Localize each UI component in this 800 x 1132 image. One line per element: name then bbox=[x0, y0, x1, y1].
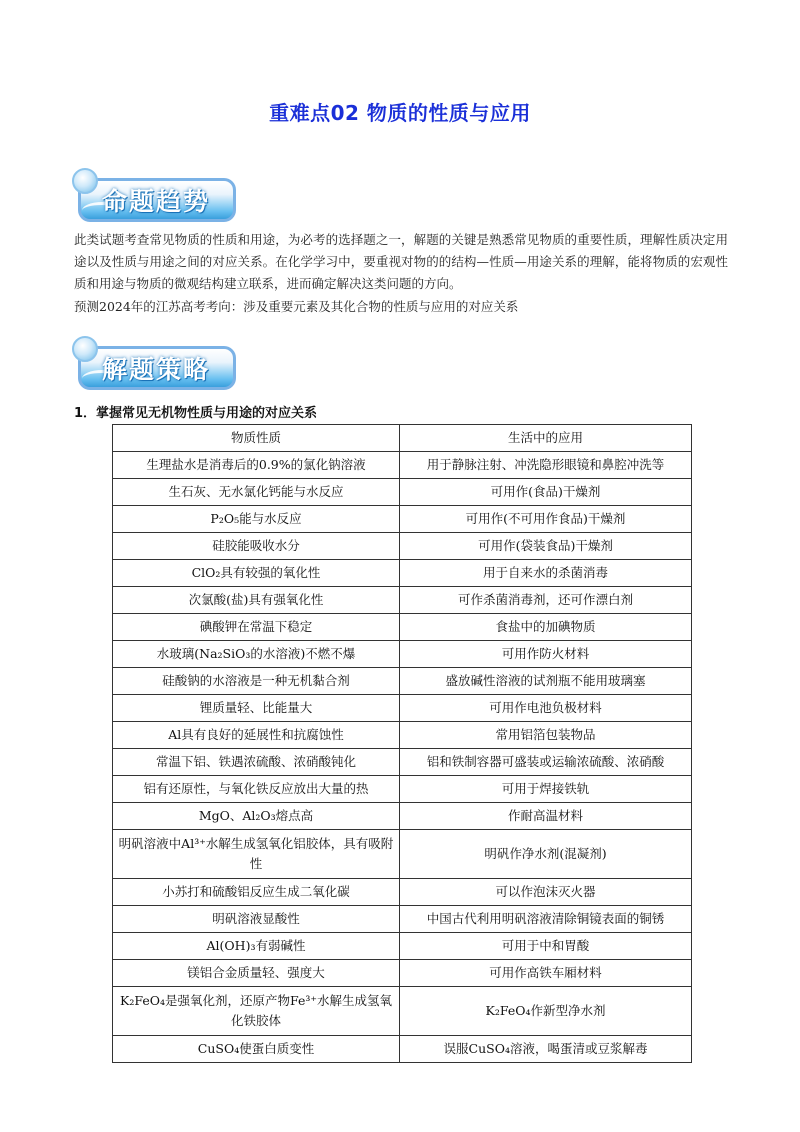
property-cell: CuSO₄使蛋白质变性 bbox=[113, 1036, 400, 1063]
application-cell: 可作杀菌消毒剂，还可作漂白剂 bbox=[400, 587, 692, 614]
property-cell: 生石灰、无水氯化钙能与水反应 bbox=[113, 479, 400, 506]
property-cell: P₂O₅能与水反应 bbox=[113, 506, 400, 533]
application-cell: 误服CuSO₄溶液，喝蛋清或豆浆解毒 bbox=[400, 1036, 692, 1063]
column-header: 物质性质 bbox=[113, 425, 400, 452]
property-cell: 生理盐水是消毒后的0.9%的氯化钠溶液 bbox=[113, 452, 400, 479]
table-row bbox=[113, 506, 692, 533]
property-cell: 锂质量轻、比能量大 bbox=[113, 695, 400, 722]
table-row bbox=[113, 668, 692, 695]
application-cell: 明矾作净水剂(混凝剂) bbox=[400, 830, 692, 879]
application-cell: 用于自来水的杀菌消毒 bbox=[400, 560, 692, 587]
application-cell: 可用作(食品)干燥剂 bbox=[400, 479, 692, 506]
page-title: 重难点02 物质的性质与应用 bbox=[269, 101, 531, 125]
column-header: 生活中的应用 bbox=[400, 425, 692, 452]
application-cell: 可用作高铁车厢材料 bbox=[400, 960, 692, 987]
table-row bbox=[113, 614, 692, 641]
intro-paragraph: 此类试题考查常见物质的性质和用途，为必考的选择题之一，解题的关键是熟悉常见物质的重要性质，理解性质决定用途以及性质与用途之间的对应关系。在化学学习中，要重视对物的的结构—性质—用途关系的理解，能将物质的宏观性质和用途与物质的微观结构建立联系，进而确定解决这类问题的方向。 bbox=[74, 232, 728, 291]
property-cell: 铝有还原性，与氧化铁反应放出大量的热 bbox=[113, 776, 400, 803]
table-row bbox=[113, 560, 692, 587]
application-cell: 可用于中和胃酸 bbox=[400, 933, 692, 960]
bubble-icon bbox=[72, 336, 98, 362]
table-row bbox=[113, 722, 692, 749]
application-cell: 食盐中的加碘物质 bbox=[400, 614, 692, 641]
banner-strategy bbox=[72, 338, 238, 394]
property-cell: 次氯酸(盐)具有强氧化性 bbox=[113, 587, 400, 614]
table-row bbox=[113, 879, 692, 906]
application-cell: 常用铝箔包装物品 bbox=[400, 722, 692, 749]
property-cell: 水玻璃(Na₂SiO₃的水溶液)不燃不爆 bbox=[113, 641, 400, 668]
table-row bbox=[113, 776, 692, 803]
application-cell: 可用作(不可用作食品)干燥剂 bbox=[400, 506, 692, 533]
property-cell: K₂FeO₄是强氧化剂，还原产物Fe³⁺水解生成氢氧化铁胶体 bbox=[113, 987, 400, 1036]
table-row bbox=[113, 803, 692, 830]
table-row bbox=[113, 987, 692, 1036]
property-cell: Al(OH)₃有弱碱性 bbox=[113, 933, 400, 960]
application-cell: 用于静脉注射、冲洗隐形眼镜和鼻腔冲洗等 bbox=[400, 452, 692, 479]
table-row bbox=[113, 933, 692, 960]
property-cell: 碘酸钾在常温下稳定 bbox=[113, 614, 400, 641]
table-row bbox=[113, 906, 692, 933]
forecast-paragraph: 预测2024年的江苏高考考向：涉及重要元素及其化合物的性质与应用的对应关系 bbox=[74, 299, 519, 314]
application-cell: K₂FeO₄作新型净水剂 bbox=[400, 987, 692, 1036]
table-row bbox=[113, 533, 692, 560]
property-cell: ClO₂具有较强的氧化性 bbox=[113, 560, 400, 587]
table-row bbox=[113, 587, 692, 614]
application-cell: 可用于焊接铁轨 bbox=[400, 776, 692, 803]
application-cell: 中国古代利用明矾溶液清除铜镜表面的铜锈 bbox=[400, 906, 692, 933]
table-row bbox=[113, 1036, 692, 1063]
table-row bbox=[113, 695, 692, 722]
table-row bbox=[113, 641, 692, 668]
table-row bbox=[113, 479, 692, 506]
application-cell: 盛放碱性溶液的试剂瓶不能用玻璃塞 bbox=[400, 668, 692, 695]
property-cell: 硅酸钠的水溶液是一种无机黏合剂 bbox=[113, 668, 400, 695]
property-cell: 镁铝合金质量轻、强度大 bbox=[113, 960, 400, 987]
application-cell: 作耐高温材料 bbox=[400, 803, 692, 830]
section-heading: 1．掌握常见无机物性质与用途的对应关系 bbox=[74, 406, 318, 421]
property-cell: Al具有良好的延展性和抗腐蚀性 bbox=[113, 722, 400, 749]
property-cell: 硅胶能吸收水分 bbox=[113, 533, 400, 560]
table-header-row bbox=[113, 425, 692, 452]
banner-label: 命题趋势 bbox=[102, 187, 211, 216]
application-cell: 可用作电池负极材料 bbox=[400, 695, 692, 722]
banner-mingti-trend bbox=[72, 170, 238, 226]
application-cell: 可以作泡沫灭火器 bbox=[400, 879, 692, 906]
application-cell: 可用作(袋装食品)干燥剂 bbox=[400, 533, 692, 560]
property-use-table bbox=[112, 424, 692, 1063]
property-cell: MgO、Al₂O₃熔点高 bbox=[113, 803, 400, 830]
table-row bbox=[113, 830, 692, 879]
table-row bbox=[113, 960, 692, 987]
property-cell: 明矾溶液中Al³⁺水解生成氢氧化铝胶体，具有吸附性 bbox=[113, 830, 400, 879]
application-cell: 铝和铁制容器可盛装或运输浓硫酸、浓硝酸 bbox=[400, 749, 692, 776]
table-row bbox=[113, 749, 692, 776]
application-cell: 可用作防火材料 bbox=[400, 641, 692, 668]
banner-label: 解题策略 bbox=[102, 355, 211, 384]
property-cell: 常温下铝、铁遇浓硫酸、浓硝酸钝化 bbox=[113, 749, 400, 776]
property-cell: 小苏打和硫酸铝反应生成二氧化碳 bbox=[113, 879, 400, 906]
property-cell: 明矾溶液显酸性 bbox=[113, 906, 400, 933]
bubble-icon bbox=[72, 168, 98, 194]
table-row bbox=[113, 452, 692, 479]
